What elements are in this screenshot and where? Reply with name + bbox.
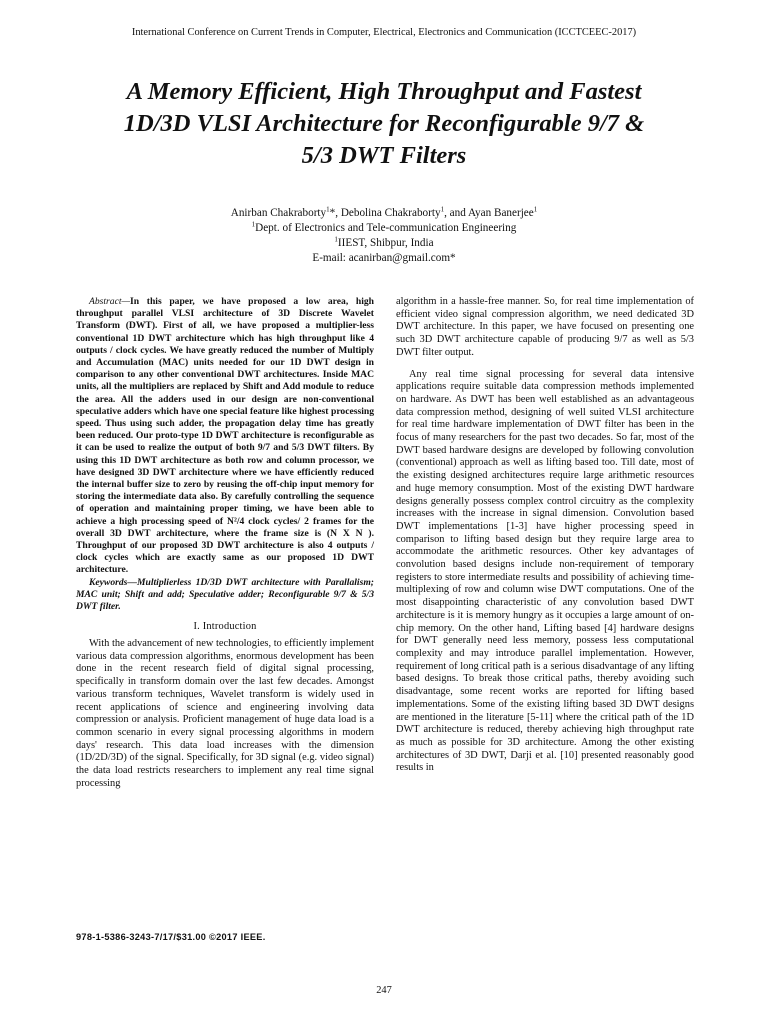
right-paragraph-2: Any real time signal processing for several data intensive applications require suitable data compression methods implemented on hardware. As DWT has been well established as an advantageous data compression method, designing of well suited VLSI architecture for real time hardware implementation of DWT filter has been in the focus of many researchers for the past two decades. So far, most of the DWT based hardware designs are developed by following convolution (conventional) approach as well as lifting based too. Till date, most of the existing designed architectures require large arithmetic resources and huge memory consumption. Most of the existing DWT hardware designs generally possess complex control circuitry as the complexity increases with the increase in signal dimension. Convolution based DWT implementations [1-3] have higher processing speed in comparison to lifting based design but they require large area to accommodate the arithmetic resources. Other key advantages of convolution based designs include non-requirement of temporary registers to store intermediate results and possibility of achieving time-multiplexing of row and column wise DWT computations. One of the most disappointing characteristic of any convolution based DWT architecture is it is memory hungry as it occupies a large amount of on-chip memory. On the other hand, Lifting based [4] hardware designs for DWT generally need less memory, possess less computational complexity and may introduce parallel implementation. However, requirement of long critical path is a serious disadvantage of any lifting based designs. To break those critical paths, thereby avoiding such disadvantage, some recent works are reported for lifting based implementations. Some of the existing lifting based 3D DWT designs are mentioned in the literature [5-11] where the critical path of the 1D DWT architecture is reduced, thereby achieving high throughput rate as much as possible for 3D architecture. Among the other existing architectures of 3D DWT, Darji et al. [10] presented reasonably good results in	[396, 368, 694, 774]
author-1-sup: 1	[326, 205, 330, 214]
title-line-2: 1D/3D VLSI Architecture for Reconfigurable 9/7 &	[123, 110, 645, 137]
author-3-sup: 1	[533, 205, 538, 214]
left-column	[76, 296, 374, 790]
affiliation-1-text: Dept. of Electronics and Tele-communication Engineering	[255, 222, 517, 234]
title-line-1: A Memory Efficient, High Throughput and Fastest	[126, 78, 642, 105]
author-2-sup: 1	[440, 205, 445, 214]
author-1-name: Anirban Chakraborty	[230, 207, 327, 219]
paper-title	[40, 76, 728, 172]
author-names	[0, 206, 768, 221]
affiliation-1-sup: 1	[251, 220, 256, 229]
affiliation-2-text: IIEST, Shibpur, India	[337, 237, 434, 249]
affiliation-2-sup: 1	[334, 235, 338, 244]
author-email: E-mail: acanirban@gmail.com*	[312, 252, 456, 264]
right-column	[396, 296, 694, 775]
intro-paragraph-1: With the advancement of new technologies, to efficiently implement various data compression algorithms, enormous development has been done in the recent research field of digital signal processing, specifically in transform domain over the last few decades. Amongst various transform techniques, Wavelet transform is widely used in recent applications of science and engineering involving data compression or analysis. Proficient management of huge data load is a common scenario in every signal processing algorithms in modern days' research. This data load increases with the dimension (1D/2D/3D) of the signal. Specifically, for 3D signal (e.g. video signal) the data load restricts researchers to implement any real time signal processing	[76, 637, 374, 789]
page-number: 247	[376, 985, 392, 996]
author-3-name: , and Ayan Banerjee	[444, 207, 534, 219]
abstract	[76, 296, 374, 577]
copyright-notice: 978-1-5386-3243-7/17/$31.00 ©2017 IEEE.	[76, 932, 266, 942]
section-heading-introduction: I. Introduction	[193, 621, 257, 633]
affiliation-1	[0, 221, 768, 236]
abstract-text: In this paper, we have proposed a low area, high throughput parallel VLSI architecture of 3D Discrete Wavelet Transform (DWT). First of all, we have proposed a multiplier-less conventional 1D DWT architecture which has high throughput like 4 outputs / clock cycles. We have greatly reduced the number of Multiply and Accumulation (MAC) units needed for our 1D DWT design in comparison to any other conventional DWT architectures. Inside MAC units, all the multipliers are replaced by Shift and Add module to reduce the area. All the adders used in our design are non-conventional speculative adders which have one special feature like highest processing speed. Thus using such adder, the propagation delay time has greatly been reduced. Our proto-type 1D DWT architecture is reconfigurable as it can be used to realize the output of both 9/7 and 5/3 DWT filters. By using this 1D DWT architecture as both row and column processor, we have designed 3D DWT architecture where we have efficiently reduced the internal buffer size to zero by reusing the off-chip input memory for storing the intermediate data also. By carefully controlling the sequence of operation and maintaining proper timing, we have been able to achieve a high processing speed of N²/4 clock cycles/ 2 frames for the overall 3D DWT architecture, where the frame size is (N X N ). Throughput of our proposed 3D DWT architecture is also 4 outputs / clock cycles which are exactly same as our proposed 1D DWT architecture.	[76, 296, 374, 576]
title-line-3: 5/3 DWT Filters	[301, 142, 467, 169]
keywords: Keywords—Multiplierless 1D/3D DWT architecture with Parallalism; MAC unit; Shift and add; Speculative adder; Reconfigurable 9/7 & 5/3 DWT filter.	[76, 576, 374, 613]
conference-header: International Conference on Current Trends in Computer, Electrical, Electronics and Communication (ICCTCEEC-2017)	[131, 27, 637, 38]
affiliation-2	[0, 236, 768, 251]
author-2-name: *, Debolina Chakraborty	[329, 207, 441, 219]
right-paragraph-1: algorithm in a hassle-free manner. So, for real time implementation of efficient video signal compression algorithm, we need dedicated 3D DWT architecture. In this paper, we have focused on presenting one such 3D DWT architecture capable of producing 9/7 as well as 5/3 DWT filter output.	[396, 296, 694, 358]
author-block	[0, 206, 768, 266]
abstract-lead: Abstract—	[89, 296, 131, 307]
